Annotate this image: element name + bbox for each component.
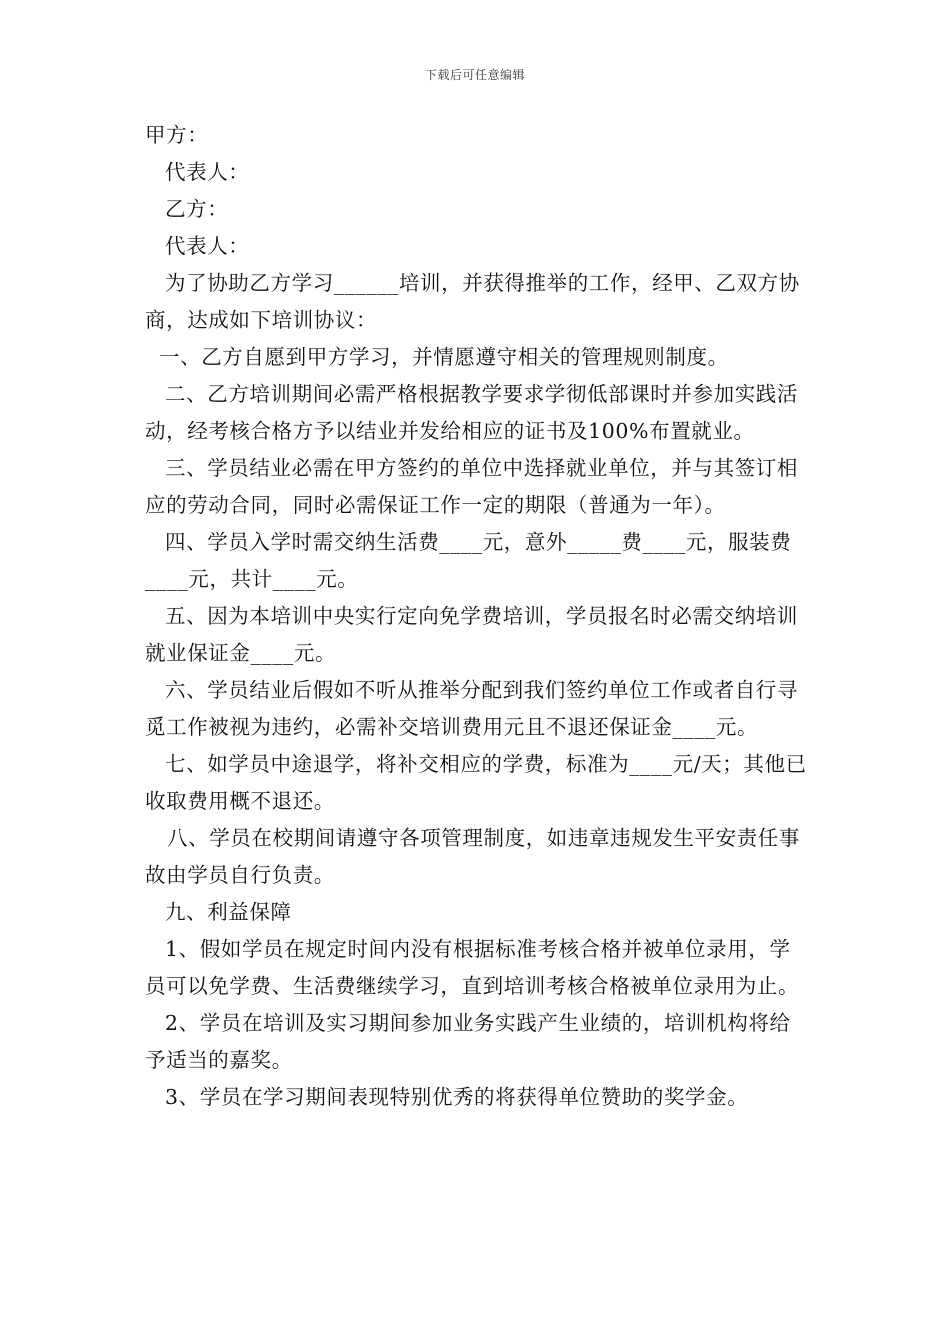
preamble-paragraph: 为了协助乙方学习______培训，并获得推举的工作，经甲、乙双方协商，达成如下培训协议：	[145, 271, 800, 332]
clause-7: 七、如学员中途退学，将补交相应的学费，标准为____元/天；其他已收取费用概不退还。	[145, 752, 807, 813]
page-header: 下载后可任意编辑	[424, 68, 525, 82]
clause-8: 八、学员在校期间请遵守各项管理制度，如违章违规发生平安责任事故由学员自行负责。	[145, 826, 800, 887]
clause-4: 四、学员入学时需交纳生活费____元，意外_____费____元，服装费____元，共计____元。	[145, 530, 792, 591]
party-a-line: 甲方：	[145, 123, 209, 147]
clause-2: 二、乙方培训期间必需严格根据教学要求学彻低部课时并参加实践活动，经考核合格方予以结业并发给相应的证书及100%布置就业。	[145, 382, 798, 443]
benefit-item-3: 3、学员在学习期间表现特别优秀的将获得单位赞助的奖学金。	[165, 1085, 749, 1109]
party-b-representative-line: 代表人：	[165, 234, 250, 258]
benefit-item-1: 1、假如学员在规定时间内没有根据标准考核合格并被单位录用，学员可以免学费、生活费继续学习，直到培训考核合格被单位录用为止。	[145, 937, 800, 998]
clause-3: 三、学员结业必需在甲方签约的单位中选择就业单位，并与其签订相应的劳动合同，同时必需保证工作一定的期限（普通为一年）。	[145, 456, 798, 517]
party-a-representative-line: 代表人：	[165, 160, 250, 184]
clause-1: 一、乙方自愿到甲方学习，并情愿遵守相关的管理规则制度。	[159, 345, 729, 369]
benefit-item-2: 2、学员在培训及实习期间参加业务实践产生业绩的，培训机构将给予适当的嘉奖。	[145, 1011, 791, 1072]
clause-6: 六、学员结业后假如不听从推举分配到我们签约单位工作或者自行寻觅工作被视为违约，必需补交培训费用元且不退还保证金____元。	[145, 678, 798, 739]
clause-9-heading: 九、利益保障	[165, 900, 292, 924]
document-body	[145, 117, 810, 1116]
party-b-line: 乙方：	[165, 197, 229, 221]
clause-5: 五、因为本培训中央实行定向免学费培训，学员报名时必需交纳培训就业保证金____元。	[145, 604, 798, 665]
